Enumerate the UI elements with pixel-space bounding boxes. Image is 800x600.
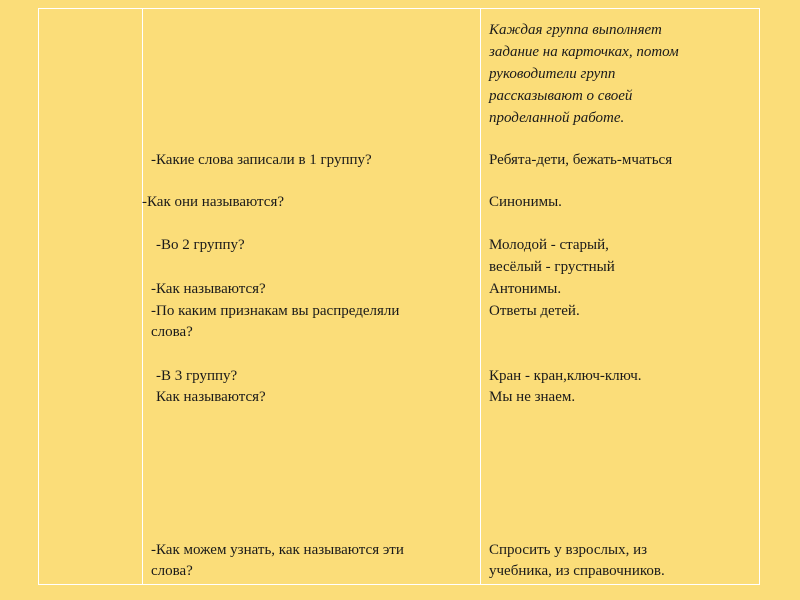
answer-group-1: Ребята-дети, бежать-мчаться: [489, 152, 673, 168]
answer-dont-know: Мы не знаем.: [489, 389, 576, 405]
answer-group-2-line1: Молодой - старый,: [489, 237, 609, 253]
answer-how-find-line1: Спросить у взрослых, из: [489, 542, 648, 558]
student-answers-cell: [481, 9, 759, 584]
task-intro-line5: проделанной работе.: [489, 110, 625, 126]
answer-group-3: Кран - кран,ключ-ключ.: [489, 368, 642, 384]
task-intro-line3: руководители групп: [489, 66, 616, 82]
question-what-called: -Как они называются?: [142, 194, 284, 210]
empty-cell: [39, 9, 142, 584]
task-intro-line2: задание на карточках, потом: [489, 44, 679, 60]
question-group-3: -В 3 группу?: [156, 368, 238, 384]
question-criteria-line2: слова?: [151, 324, 193, 340]
task-intro-line4: рассказывают о своей: [489, 88, 633, 104]
question-how-called: -Как называются?: [151, 281, 266, 297]
question-how-called-2: Как называются?: [156, 389, 266, 405]
answer-group-2-line2: весёлый - грустный: [489, 259, 615, 275]
question-how-find-line2: слова?: [151, 563, 193, 579]
question-group-1: -Какие слова записали в 1 группу?: [151, 152, 372, 168]
answer-children: Ответы детей.: [489, 303, 580, 319]
question-group-2: -Во 2 группу?: [156, 237, 245, 253]
lesson-table: [38, 8, 760, 585]
table-border-bottom: [38, 584, 760, 585]
answer-synonyms: Синонимы.: [489, 194, 562, 210]
table-border-right: [759, 8, 760, 585]
answer-how-find-line2: учебника, из справочников.: [489, 563, 665, 579]
teacher-questions-cell: [143, 9, 480, 584]
question-criteria-line1: -По каким признакам вы распределяли: [151, 303, 400, 319]
answer-antonyms: Антонимы.: [489, 281, 562, 297]
task-intro-line1: Каждая группа выполняет: [489, 22, 662, 38]
question-how-find-line1: -Как можем узнать, как называются эти: [151, 542, 404, 558]
